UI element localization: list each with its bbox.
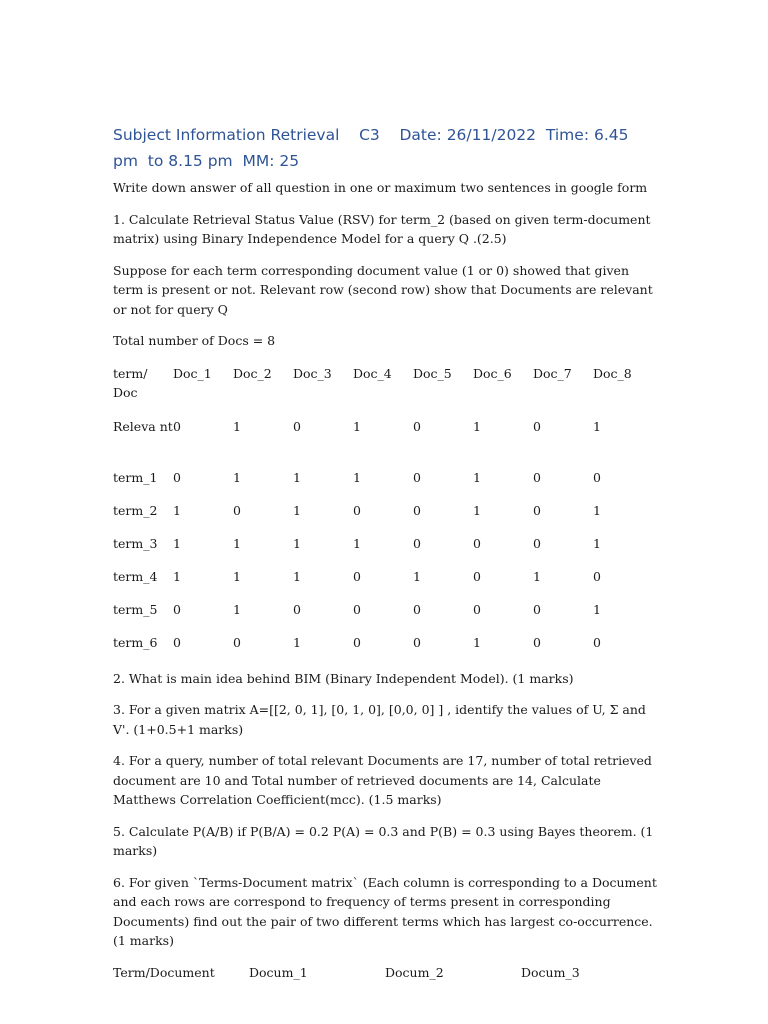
- term-document-matrix: [113, 363, 653, 665]
- matrix-cell: 1: [353, 418, 361, 434]
- matrix-column-header: Doc_3: [293, 365, 332, 381]
- matrix-cell: 1: [593, 502, 601, 518]
- question-4: 4. For a query, number of total relevant Documents are 17, number of total retrieved document are 10 and Total number of retrieved documents are 14, Calculate Matthews Correlation Coefficient(mcc). (1.5 marks): [113, 753, 652, 807]
- matrix-cell: 1: [293, 469, 301, 485]
- matrix-cell: 1: [413, 568, 421, 584]
- matrix-cell: 0: [353, 634, 361, 650]
- td-header-cell: Term/Document: [113, 964, 215, 980]
- matrix-cell: 0: [533, 469, 541, 485]
- matrix-cell: 0: [233, 634, 241, 650]
- matrix-cell: 0: [413, 418, 421, 434]
- matrix-cell: 0: [473, 535, 481, 551]
- matrix-column-header: Doc_4: [353, 365, 392, 381]
- matrix-cell: 1: [473, 418, 481, 434]
- matrix-row: [113, 632, 653, 665]
- instruction-text: Write down answer of all question in one or maximum two sentences in google form: [113, 180, 648, 195]
- matrix-cell: 0: [413, 601, 421, 617]
- question-5: 5. Calculate P(A/B) if P(B/A) = 0.2 P(A) = 0.3 and P(B) = 0.3 using Bayes theorem. (1 marks): [113, 823, 654, 858]
- matrix-row-label: term_2: [113, 502, 158, 518]
- matrix-cell: 0: [413, 535, 421, 551]
- matrix-cell: 0: [293, 601, 301, 617]
- matrix-cell: 1: [293, 535, 301, 551]
- matrix-cell: 1: [233, 568, 241, 584]
- matrix-cell: 1: [593, 418, 601, 434]
- matrix-cell: 0: [293, 418, 301, 434]
- matrix-cell: 1: [173, 535, 181, 551]
- matrix-cell: 0: [533, 502, 541, 518]
- matrix-column-header: Doc_6: [473, 365, 512, 381]
- matrix-row: [113, 566, 653, 599]
- matrix-corner-label: term/ Doc: [113, 365, 148, 400]
- question-6: 6. For given `Terms-Document matrix` (Each column is corresponding to a Document and each rows are correspond to frequency of terms present in corresponding Documents) find out the pair of two different terms which has largest co-occurrence. (1 marks): [113, 874, 657, 948]
- matrix-cell: 1: [233, 601, 241, 617]
- matrix-cell: 1: [233, 469, 241, 485]
- question-1-note: Suppose for each term corresponding document value (1 or 0) showed that given term is present or not. Relevant row (second row) show that Documents are relevant or not for query Q: [113, 262, 653, 317]
- matrix-column-header: Doc_5: [413, 365, 452, 381]
- matrix-cell: 1: [473, 469, 481, 485]
- matrix-column-header: Doc_7: [533, 365, 572, 381]
- matrix-cell: 0: [533, 418, 541, 434]
- matrix-row-label: term_3: [113, 535, 158, 551]
- matrix-cell: 0: [173, 634, 181, 650]
- total-docs-text: Total number of Docs = 8: [113, 333, 276, 348]
- matrix-cell: 1: [473, 634, 481, 650]
- matrix-column-header: Doc_2: [233, 365, 272, 381]
- matrix-cell: 1: [173, 568, 181, 584]
- matrix-column-header: Doc_1: [173, 365, 212, 381]
- td-header-cell: Docum_2: [385, 964, 444, 980]
- matrix-cell: 0: [173, 601, 181, 617]
- matrix-cell: 0: [353, 601, 361, 617]
- matrix-cell: 1: [593, 535, 601, 551]
- document-title: Subject Information Retrieval C3 Date: 26/11/2022 Time: 6.45 pm to 8.15 pm MM: 25: [113, 126, 634, 170]
- matrix-cell: 0: [533, 601, 541, 617]
- matrix-cell: 0: [593, 568, 601, 584]
- matrix-row-label: term_6: [113, 634, 158, 650]
- matrix-row-label: term_4: [113, 568, 158, 584]
- td-header-cell: Docum_1: [249, 964, 308, 980]
- matrix-cell: 1: [293, 568, 301, 584]
- matrix-row: [113, 500, 653, 533]
- matrix-row-label: term_5: [113, 601, 158, 617]
- matrix-cell: 1: [173, 502, 181, 518]
- matrix-cell: 1: [293, 634, 301, 650]
- matrix-header-row: [113, 363, 653, 416]
- matrix-row-label: Releva nt: [113, 418, 173, 434]
- matrix-cell: 1: [533, 568, 541, 584]
- matrix-cell: 0: [533, 535, 541, 551]
- matrix-cell: 0: [413, 634, 421, 650]
- matrix-cell: 1: [353, 469, 361, 485]
- matrix-cell: 0: [413, 502, 421, 518]
- matrix-cell: 1: [233, 418, 241, 434]
- document-page: [113, 122, 658, 982]
- matrix-cell: 0: [473, 601, 481, 617]
- matrix-cell: 0: [353, 568, 361, 584]
- matrix-cell: 0: [593, 469, 601, 485]
- matrix-column-header: Doc_8: [593, 365, 632, 381]
- matrix-row: [113, 416, 653, 467]
- matrix-cell: 0: [173, 418, 181, 434]
- matrix-cell: 0: [173, 469, 181, 485]
- matrix-row-label: term_1: [113, 469, 158, 485]
- matrix-cell: 1: [233, 535, 241, 551]
- question-2: 2. What is main idea behind BIM (Binary Independent Model). (1 marks): [113, 670, 574, 686]
- matrix-cell: 0: [593, 634, 601, 650]
- matrix-cell: 1: [353, 535, 361, 551]
- td-header-cell: Docum_3: [521, 964, 580, 980]
- matrix-cell: 0: [473, 568, 481, 584]
- matrix-row: [113, 533, 653, 566]
- matrix-row: [113, 467, 653, 500]
- matrix-cell: 1: [473, 502, 481, 518]
- question-3: 3. For a given matrix A=[[2, 0, 1], [0, 1, 0], [0,0, 0] ] , identify the values of U, Σ and V'. (1+0.5+1 marks): [113, 702, 646, 737]
- matrix-cell: 0: [533, 634, 541, 650]
- matrix-cell: 0: [413, 469, 421, 485]
- matrix-cell: 0: [353, 502, 361, 518]
- matrix-cell: 0: [233, 502, 241, 518]
- matrix-cell: 1: [293, 502, 301, 518]
- matrix-row: [113, 599, 653, 632]
- question-1: 1. Calculate Retrieval Status Value (RSV) for term_2 (based on given term-document matrix) using Binary Independence Model for a query Q .(2.5): [113, 211, 651, 246]
- terms-document-table-header: [113, 963, 658, 982]
- matrix-cell: 1: [593, 601, 601, 617]
